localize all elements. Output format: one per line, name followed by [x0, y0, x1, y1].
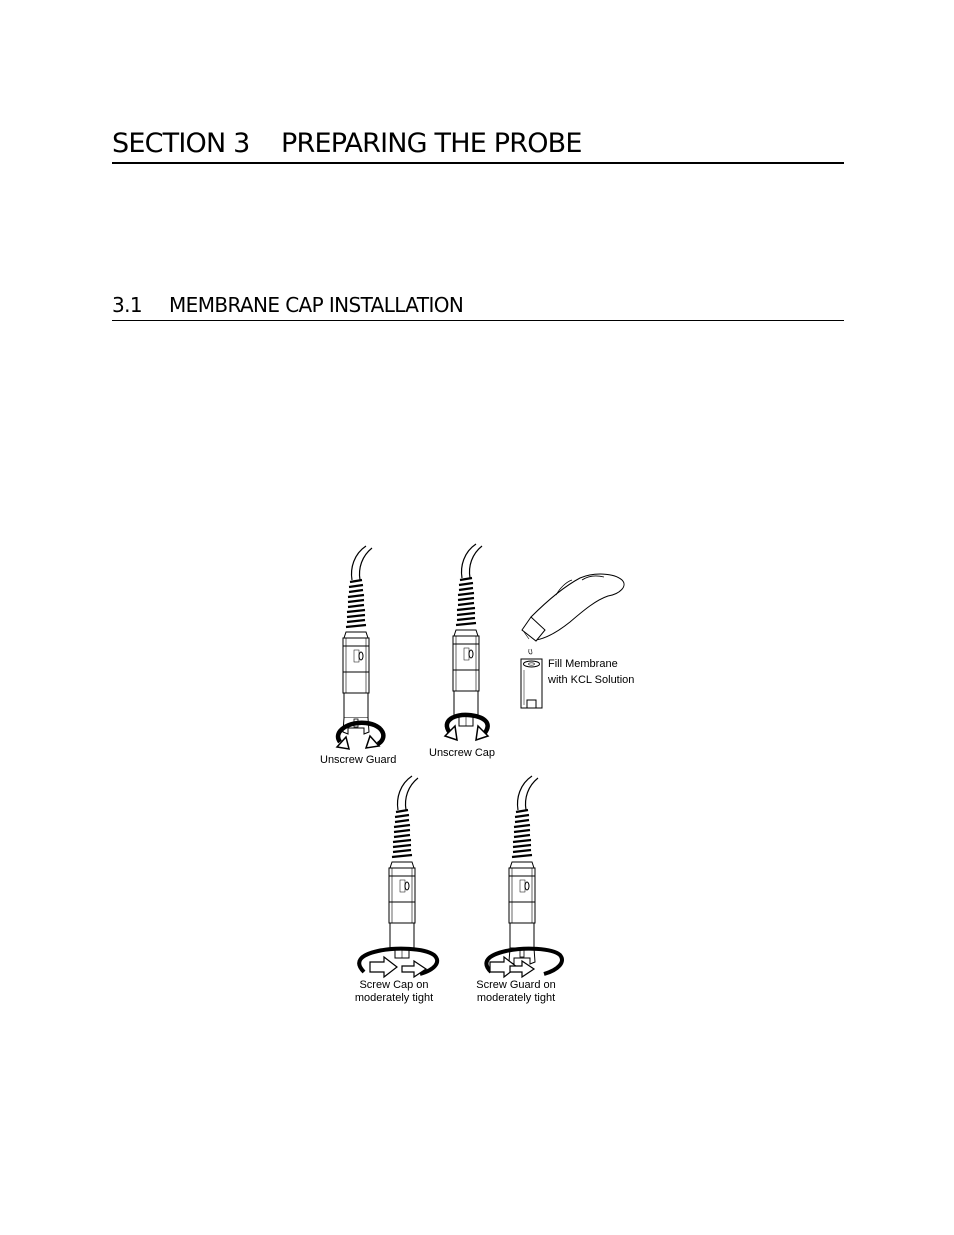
label-screw-guard-line2: moderately tight	[476, 992, 556, 1004]
label-screw-cap-line2: moderately tight	[354, 992, 434, 1004]
probe-unscrew-guard	[337, 546, 383, 749]
probe-unscrew-cap	[445, 544, 488, 740]
label-screw-cap-line1: Screw Cap on	[359, 979, 429, 991]
label-fill-membrane-line2: with KCL Solution	[548, 674, 635, 686]
section-number: SECTION 3	[112, 128, 250, 159]
label-unscrew-guard: Unscrew Guard	[320, 754, 397, 766]
section-title: PREPARING THE PROBE	[281, 128, 582, 159]
subsection-title: MEMBRANE CAP INSTALLATION	[169, 293, 464, 317]
kcl-bottle-and-membrane-cap	[521, 574, 624, 708]
label-unscrew-cap: Unscrew Cap	[429, 747, 496, 759]
probe-screw-guard-on	[486, 776, 562, 977]
label-fill-membrane-line1: Fill Membrane	[548, 658, 618, 670]
subsection-number: 3.1	[112, 293, 143, 317]
probe-screw-cap-on	[359, 776, 437, 977]
label-screw-guard-line1: Screw Guard on	[476, 979, 556, 991]
